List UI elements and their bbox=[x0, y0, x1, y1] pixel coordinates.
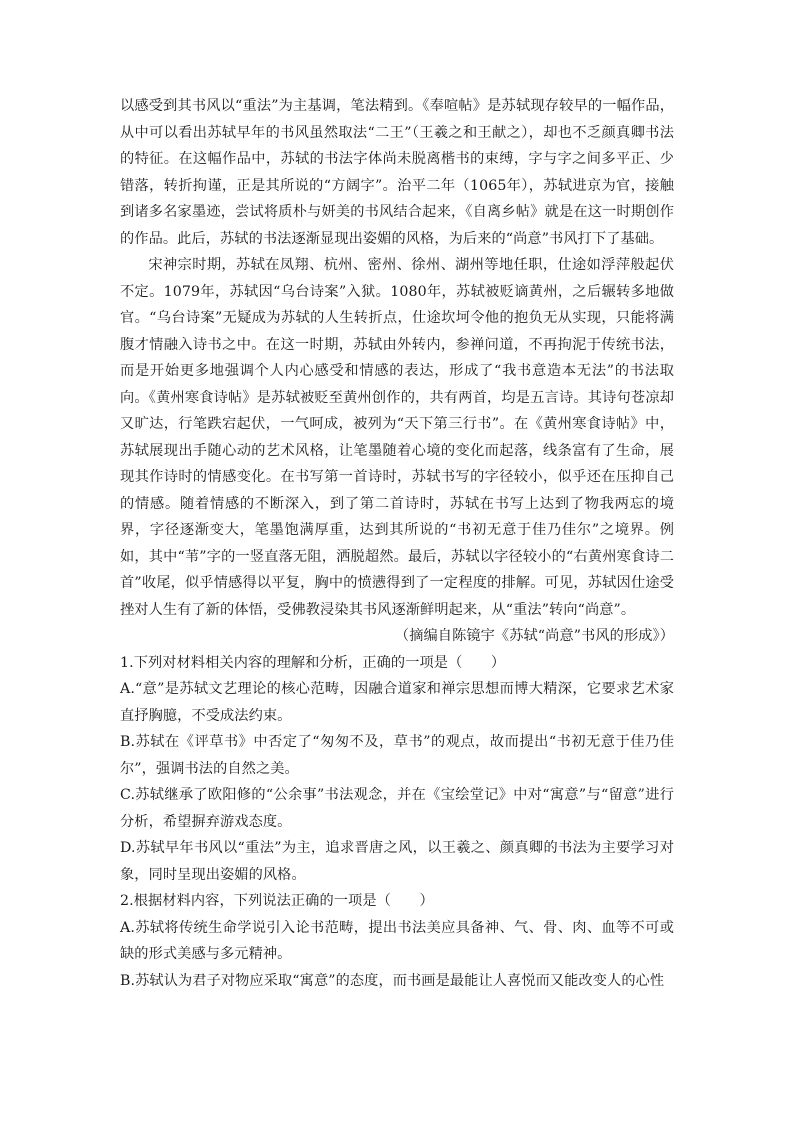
question-1-option-d: D.苏轼早年书风以“重法”为主，追求晋唐之风，以王羲之、颜真卿的书法为主要学习对象，同时呈现出姿媚的风格。 bbox=[120, 840, 674, 883]
question-1-option-b: B.苏轼在《评草书》中否定了“匆匆不及，草书”的观点，故而提出“书初无意于佳乃佳尔”，强调书法的自然之美。 bbox=[120, 734, 674, 777]
paragraph-early-style: 以感受到其书风以“重法”为主基调，笔法精到。《奉喧帖》是苏轼现存较早的一幅作品，从中可以看出苏轼早年的书风虽然取法“二王”（王羲之和王献之），却也不乏颜真卿书法的特征。在这幅作品中，苏轼的书法字体尚未脱离楷书的束缚，字与字之间多平正、少错落，转折拘谨，正是其所说的“方阔字”。治平二年（1065年），苏轼进京为官，接触到诸多名家墨迹，尝试将质朴与妍美的书风结合起来，《自离乡帖》就是在这一时期创作的作品。此后，苏轼的书法逐渐显现出姿媚的风格，为后来的“尚意”书风打下了基础。 bbox=[120, 98, 674, 247]
question-1-option-c: C.苏轼继承了欧阳修的“公余事”书法观念，并在《宝绘堂记》中对“寓意”与“留意”进行分析，希望摒弃游戏态度。 bbox=[120, 787, 674, 830]
question-1-stem: 1.下列对材料相关内容的理解和分析，正确的一项是（ ） bbox=[120, 654, 506, 671]
question-2-stem: 2.根据材料内容，下列说法正确的一项是（ ） bbox=[120, 893, 434, 909]
paragraph-shenzong-period: 宋神宗时期，苏轼在凤翔、杭州、密州、徐州、湖州等地任职，仕途如浮萍般起伏不定。1079年，苏轼因“乌台诗案”入狱。1080年，苏轼被贬谪黄州，之后辗转多地做官。“乌台诗案”无疑成为苏轼的人生转折点，仕途坎坷令他的抱负无从实现，只能将满腹才情融入诗书之中。在这一时期，苏轼由外转内，参禅问道，不再拘泥于传统书法，而是开始更多地强调个人内心感受和情感的表达，形成了“我书意造本无法”的书法取向。《黄州寒食诗帖》是苏轼被贬至黄州创作的，共有两首，均是五言诗。其诗句苍凉却又旷达，行笔跌宕起伏，一气呵成，被列为“天下第三行书”。在《黄州寒食诗帖》中，苏轼展现出手随心动的艺术风格，让笔墨随着心境的变化而起落，线条富有了生命，展现其作诗时的情感变化。在书写第一首诗时，苏轼书写的字径较小，似乎还在压抑自己的情感。随着情感的不断深入，到了第二首诗时，苏轼在书写上达到了物我两忘的境界，字径逐渐变大，笔墨饱满厚重，达到其所说的“书初无意于佳乃佳尔”之境界。例如，其中“苇”字的一竖直落无阻，洒脱超然。最后，苏轼以字径较小的“右黄州寒食诗二首”收尾，似乎情感得以平复，胸中的愤懑得到了一定程度的排解。可见，苏轼因仕途受挫对人生有了新的体悟，受佛教浸染其书风逐渐鲜明起来，从“重法”转向“尚意”。 bbox=[120, 257, 674, 618]
question-2-option-a: A.苏轼将传统生命学说引入论书范畴，提出书法美应具备神、气、骨、肉、血等不可或缺的形式美感与多元精神。 bbox=[120, 919, 674, 962]
question-1-option-a: A.“意”是苏轼文艺理论的核心范畴，因融合道家和禅宗思想而博大精深，它要求艺术家直抒胸臆，不受成法约束。 bbox=[120, 681, 674, 724]
document-body bbox=[120, 93, 674, 994]
question-2-option-b: B.苏轼认为君子对物应采取“寓意”的态度，而书画是最能让人喜悦而又能改变人的心性 bbox=[120, 972, 665, 989]
source-citation: （摘编自陈镜宇《苏轼“尚意”书风的形成》） bbox=[394, 628, 674, 644]
